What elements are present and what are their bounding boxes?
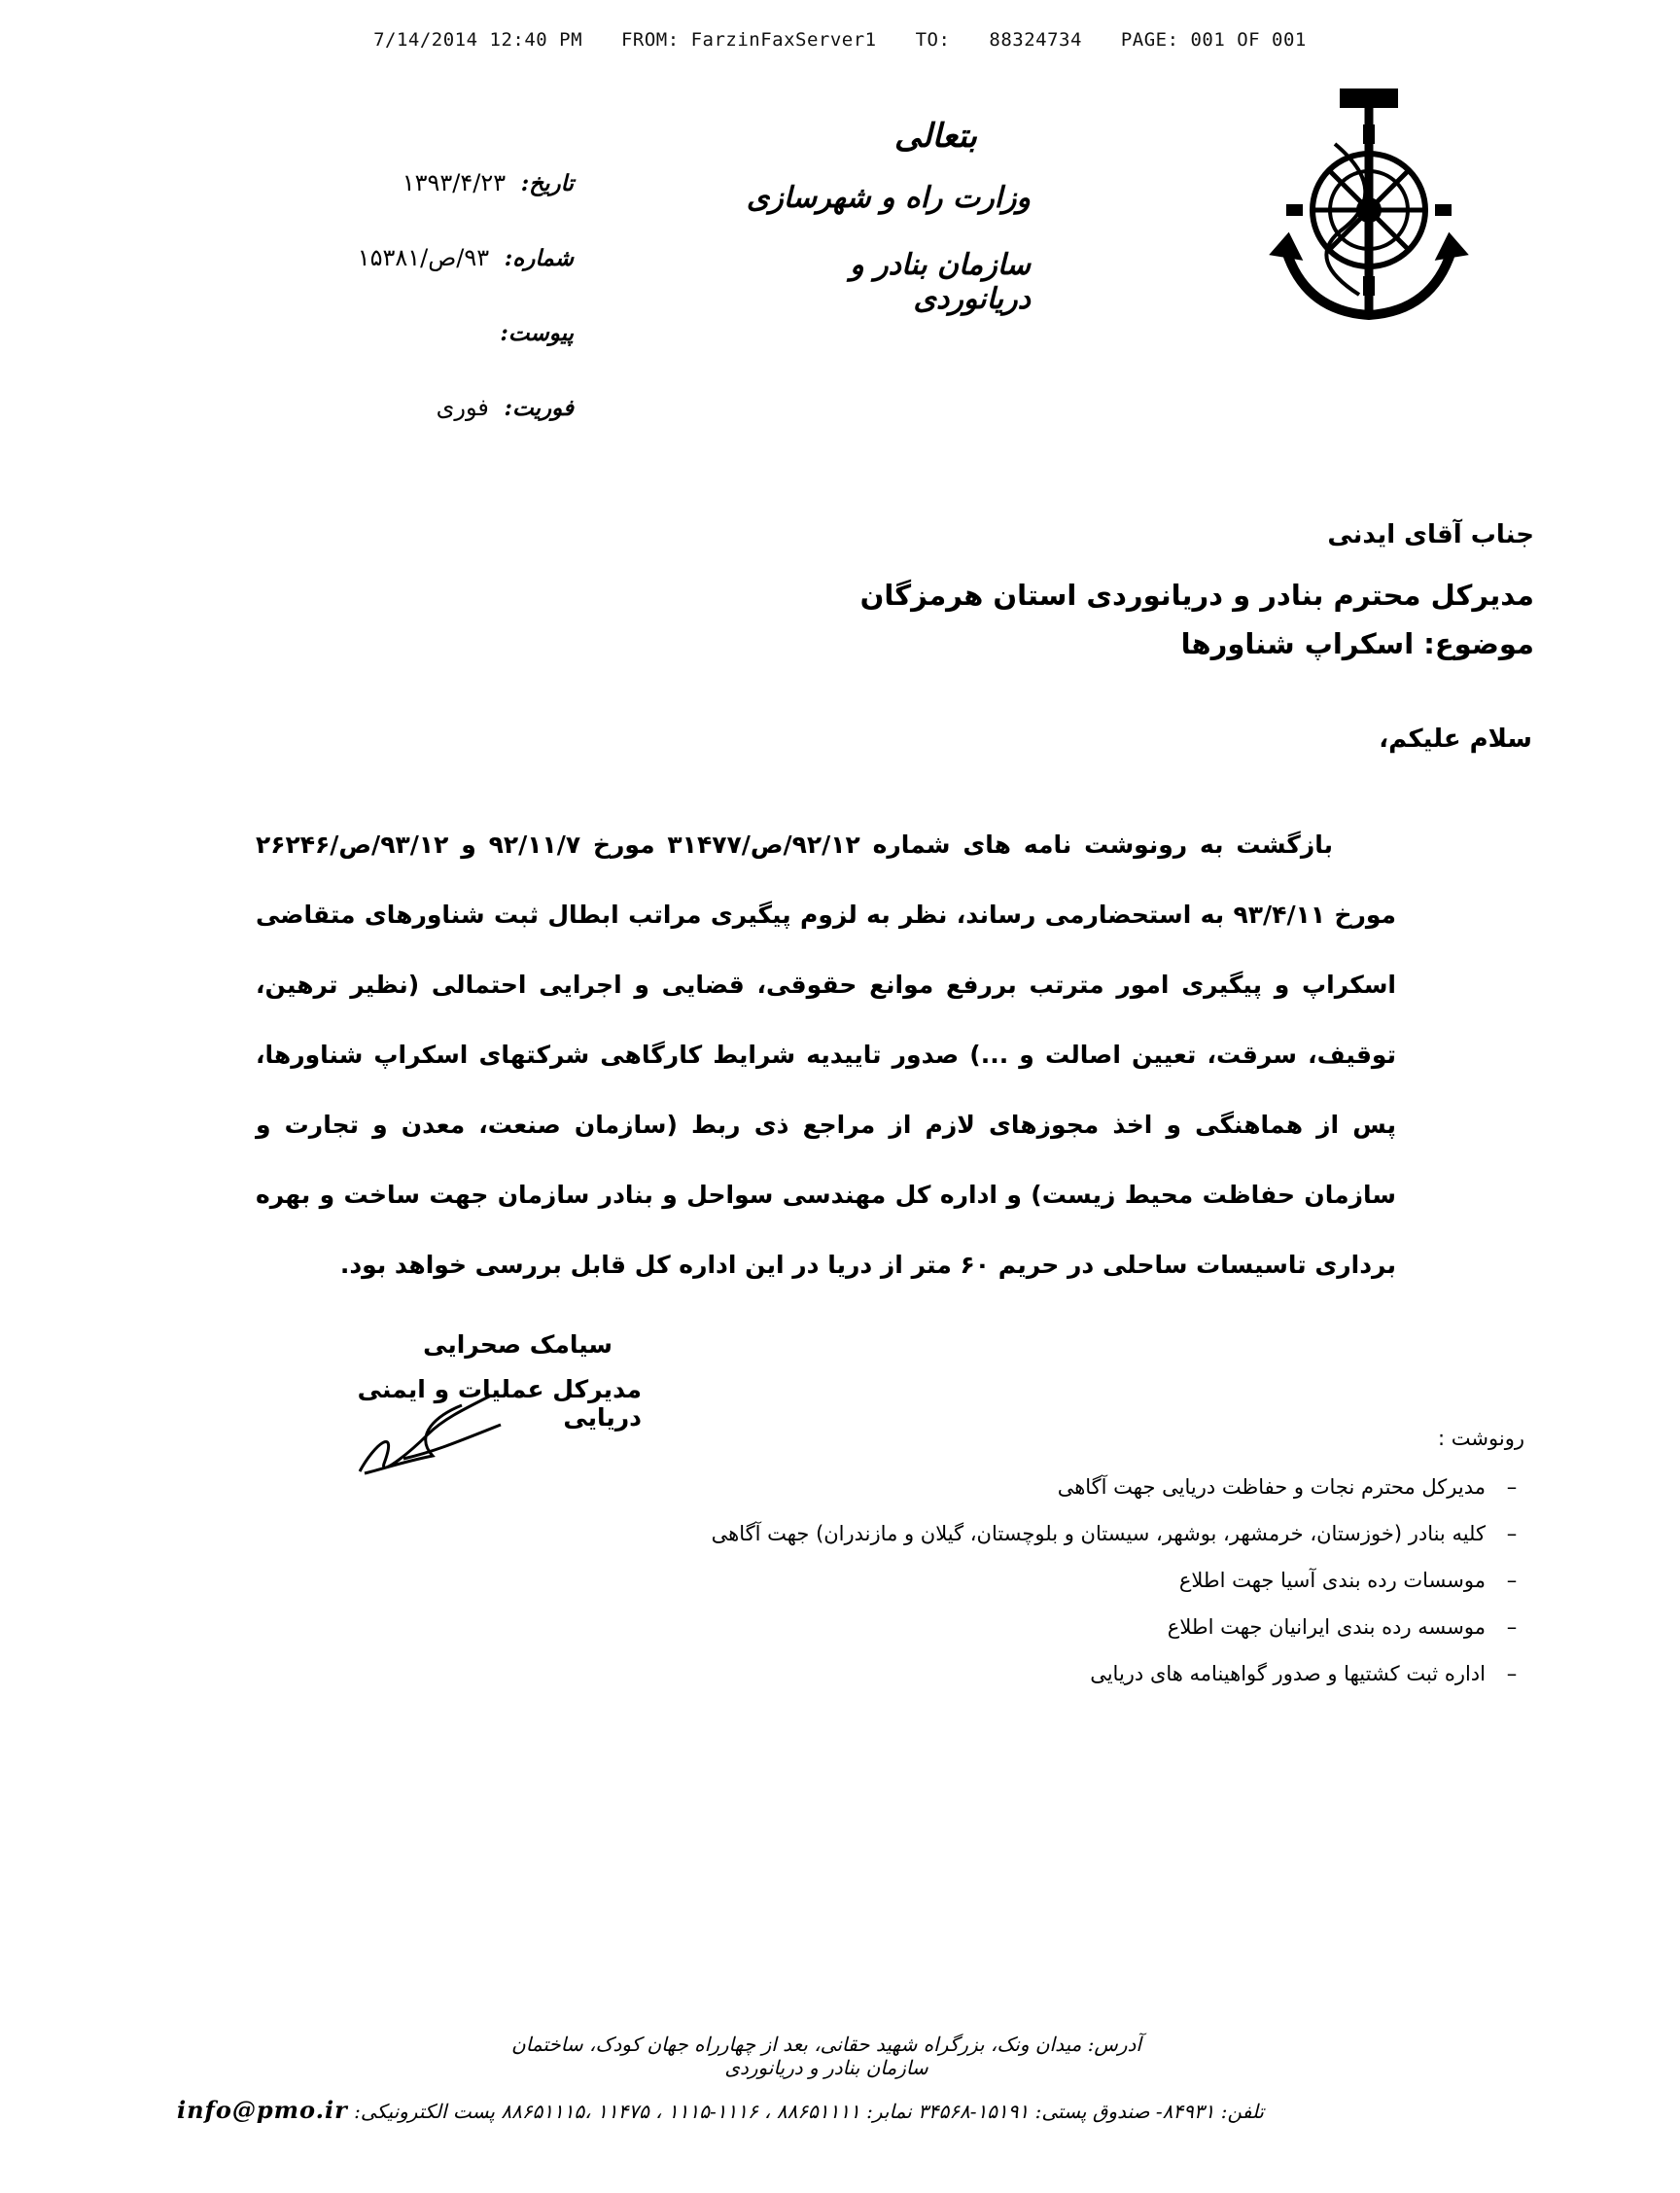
addressee-title: مدیرکل محترم بنادر و دریانوردی استان هرمزگان [859, 579, 1534, 612]
fax-page: PAGE: 001 OF 001 [1120, 29, 1307, 51]
letterhead-heading: بتعالی [893, 117, 977, 156]
priority-label: فوریت: [504, 395, 574, 421]
cc-list [533, 1464, 1524, 1697]
fax-to-label: TO: [915, 29, 951, 51]
footer-email: info@pmo.ir [176, 2096, 348, 2124]
cc-item: –مدیرکل محترم نجات و حفاظت دریایی جهت آگاهی [1057, 1475, 1518, 1499]
addressee-block [368, 520, 1534, 680]
date-label: تاریخ: [520, 170, 574, 196]
signer-name: سیامک صحرایی [423, 1330, 612, 1359]
letter-meta [331, 171, 574, 471]
priority-row [331, 396, 574, 425]
cc-item: –اداره ثبت کشتیها و صدور گواهینامه های دریایی [1090, 1662, 1518, 1685]
footer-contact [176, 2096, 1264, 2124]
attachment-row [331, 321, 574, 350]
letterhead [739, 117, 1031, 316]
number-value: ۹۳/ص/۱۵۳۸۱ [357, 244, 490, 271]
cc-heading: رونوشت : [1438, 1427, 1524, 1450]
cc-item: –موسسه رده بندی ایرانیان جهت اطلاع [1167, 1615, 1518, 1639]
date-row [331, 171, 574, 200]
signer-title: مدیرکل عملیات و ایمنی دریایی [357, 1375, 642, 1432]
handwritten-signature-icon [345, 1366, 510, 1483]
letter-body: بازگشت به رونوشت نامه های شماره ۹۲/۱۲/ص/۳۱۴۷۷ مورخ ۹۲/۱۱/۷ و ۹۳/۱۲/ص/۲۶۲۴۶ مورخ ۹۳/۴/۱۱ به استحضارمی رساند، نظر به لزوم پیگیری مراتب ابطال ثبت شناورهای متقاضی اسکراپ و پیگیری امور مترتب بررفع موانع حقوقی، قضایی و اجرایی احتمالی (نظیر ترهین، توقیف، سرقت، تعیین اصالت و ...) صدور تاییدیه شرایط کارگاهی شرکتهای اسکراپ شناورها، پس از هماهنگی و اخذ مجوزهای لازم از مراجع ذی ربط (سازمان صنعت، معدن و تجارت و سازمان حفاظت محیط زیست) و اداره کل مهندسی سواحل و بنادر سازمان جهت ساخت و بهره برداری تاسیسات ساحلی در حریم ۶۰ متر از دریا در این اداره کل قابل بررسی خواهد بود. [256, 831, 1396, 1279]
footer-address: آدرس: میدان ونک، بزرگراه شهید حقانی، بعد از چهارراه جهان کودک، ساختمان سازمان بنادر و دریانوردی [511, 2033, 1141, 2079]
fax-header [0, 29, 1680, 51]
date-value: ۱۳۹۳/۴/۲۳ [402, 169, 507, 196]
ministry-name: وزارت راه و شهرسازی [746, 181, 1031, 215]
footer-phones: تلفن: ۸۴۹۳۱- صندوق پستی: ۱۵۱۹۱-۳۴۵۶۸ نمابر: ۸۸۶۵۱۱۱۱ ، ۱۱۱۶-۱۱۱۵ ، ۱۱۴۷۵ ،۸۸۶۵۱۱۱۵ [501, 2100, 1264, 2123]
number-label: شماره: [504, 245, 574, 271]
attachment-label: پیوست: [500, 320, 574, 346]
fax-from: FROM: FarzinFaxServer1 [620, 29, 877, 51]
greeting: سلام علیکم، [1379, 725, 1532, 754]
cc-item: –کلیه بنادر (خوزستان، خرمشهر، بوشهر، سیستان و بلوچستان، گیلان و مازندران) جهت آگاهی [711, 1522, 1518, 1545]
organization-name: سازمان بنادر و دریانوردی [850, 248, 1031, 316]
fax-datetime: 7/14/2014 12:40 PM [373, 29, 583, 51]
cc-item: –موسسات رده بندی آسیا جهت اطلاع [1178, 1569, 1518, 1592]
cc-block [533, 1427, 1524, 1697]
number-row [331, 246, 574, 275]
priority-value: فوری [436, 394, 489, 421]
footer-email-label: پست الکترونیکی: [354, 2100, 495, 2123]
fax-to-number: 88324734 [989, 29, 1082, 51]
addressee-name: جناب آقای ایدنی [1327, 520, 1534, 549]
anchor-wheel-logo-icon [1267, 86, 1471, 338]
subject-line: موضوع: اسکراپ شناورها [1180, 627, 1534, 660]
